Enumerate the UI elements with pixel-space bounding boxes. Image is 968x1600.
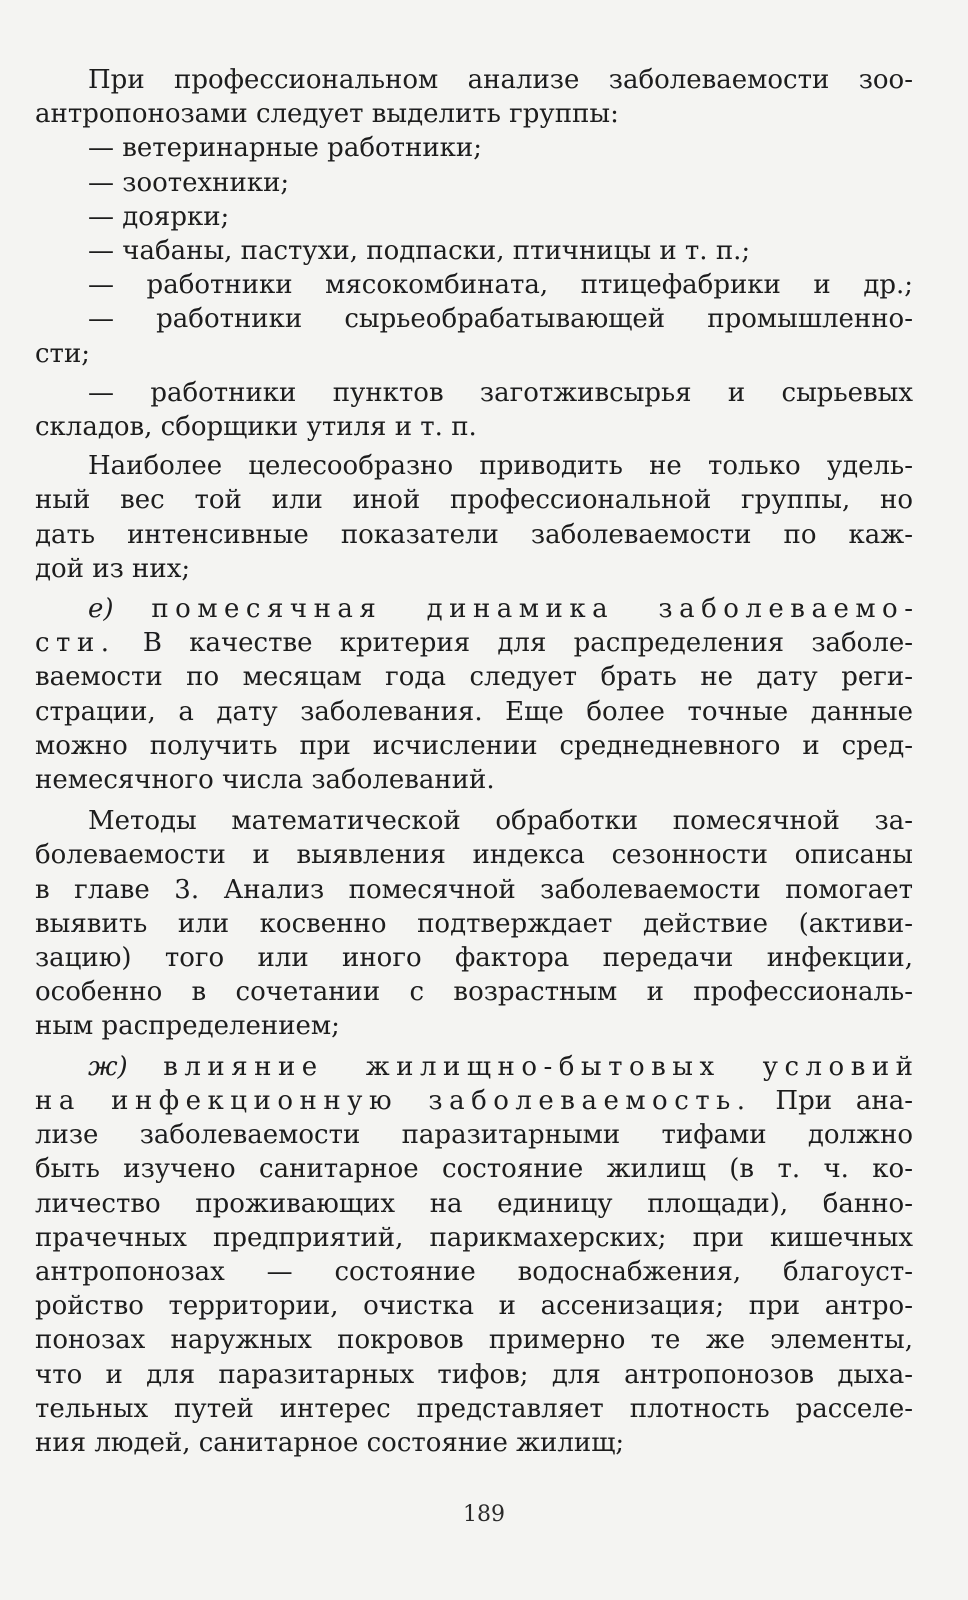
text-line: дать интенсивные показатели заболеваемости по каж- — [35, 519, 913, 550]
text-line: сти; — [35, 338, 91, 369]
text-line: немесячного числа заболеваний. — [35, 765, 495, 796]
text-line: что и для паразитарных тифов; для антропонозов дыха- — [35, 1359, 913, 1390]
text-line: понозах наружных покровов примерно те же элементы, — [35, 1325, 913, 1356]
text-line: — доярки; — [88, 201, 230, 232]
text-line: страции, а дату заболевания. Еще более точные данные — [35, 696, 913, 727]
text-line: антропонозах — состояние водоснабжения, благоуст- — [35, 1256, 913, 1287]
text-run: В качестве критерия для распределения заболе- — [142, 628, 914, 659]
text-line — [35, 592, 920, 626]
text-line: Наиболее целесообразно приводить не только удель- — [88, 451, 913, 482]
text-line: лизе заболеваемости паразитарными тифами должно — [35, 1120, 913, 1151]
text-line: в главе 3. Анализ помесячной заболеваемости помогает — [35, 874, 913, 905]
text-line — [35, 626, 913, 660]
text-line: ным распределением; — [35, 1011, 340, 1042]
text-line: тельных путей интерес представляет плотность расселе- — [35, 1393, 913, 1424]
text-line: зацию) того или иного фактора передачи инфекции, — [35, 943, 913, 974]
page-number: 189 — [463, 1502, 505, 1527]
list-item — [35, 131, 913, 165]
text-line: особенно в сочетании с возрастным и профессиональ- — [35, 977, 913, 1008]
spaced-heading: помесячная динамика заболеваемо- — [151, 594, 920, 625]
list-item — [35, 234, 913, 268]
paragraph — [35, 592, 920, 797]
list-item — [35, 268, 913, 302]
list-item — [35, 200, 913, 234]
text-line: Методы математической обработки помесячной за- — [88, 806, 913, 837]
text-line — [35, 1050, 920, 1084]
paragraph — [35, 449, 913, 586]
text-line: ный вес той или иной профессиональной группы, но — [35, 485, 913, 516]
text-line: ния людей, санитарное состояние жилищ; — [35, 1427, 625, 1458]
paragraph — [35, 804, 913, 1043]
text-line: — работники сырьеобрабатывающей промышленно- — [88, 304, 913, 335]
spaced-heading: на инфекционную заболеваемость. — [35, 1085, 752, 1116]
text-line: ваемости по месяцам года следует брать не дату реги- — [35, 662, 913, 693]
text-line: можно получить при исчислении среднедневного и сред- — [35, 730, 913, 761]
text-line: — зоотехники; — [88, 167, 290, 198]
text-line: болеваемости и выявления индекса сезонности описаны — [35, 840, 913, 871]
list-item — [35, 302, 913, 370]
text-line: — чабаны, пастухи, подпаски, птичницы и т. п.; — [88, 236, 751, 267]
text-line: При профессиональном анализе заболеваемости зоо- — [88, 65, 913, 95]
text-run: При ана- — [775, 1085, 913, 1116]
paragraph — [35, 1050, 920, 1460]
body-text — [35, 63, 920, 1460]
text-line: личество проживающих на единицу площади), банно- — [35, 1188, 913, 1219]
text-line: дой из них; — [35, 553, 191, 584]
spaced-heading: сти. — [35, 628, 116, 659]
text-line: прачечных предприятий, парикмахерских; при кишечных — [35, 1222, 913, 1253]
spaced-heading: влияние жилищно-бытовых условий — [163, 1051, 920, 1082]
text-line: выявить или косвенно подтверждает действие (активи- — [35, 908, 913, 939]
text-line: быть изучено санитарное состояние жилищ (в т. ч. ко- — [35, 1154, 913, 1185]
text-line: складов, сборщики утиля и т. п. — [35, 412, 477, 443]
text-line: — ветеринарные работники; — [88, 133, 483, 164]
paragraph — [35, 63, 913, 131]
text-line: — работники мясокомбината, птицефабрики и др.; — [88, 270, 913, 301]
text-line: — работники пунктов заготживсырья и сырьевых — [88, 377, 913, 408]
list-item — [35, 166, 913, 200]
list-item — [35, 376, 913, 444]
text-line: антропонозами следует выделить группы: — [35, 99, 619, 130]
text-line: ройство территории, очистка и ассенизация; при антро- — [35, 1291, 913, 1322]
text-line — [35, 1084, 913, 1118]
list-marker: ж) — [88, 1051, 128, 1082]
list-marker: е) — [88, 594, 114, 625]
